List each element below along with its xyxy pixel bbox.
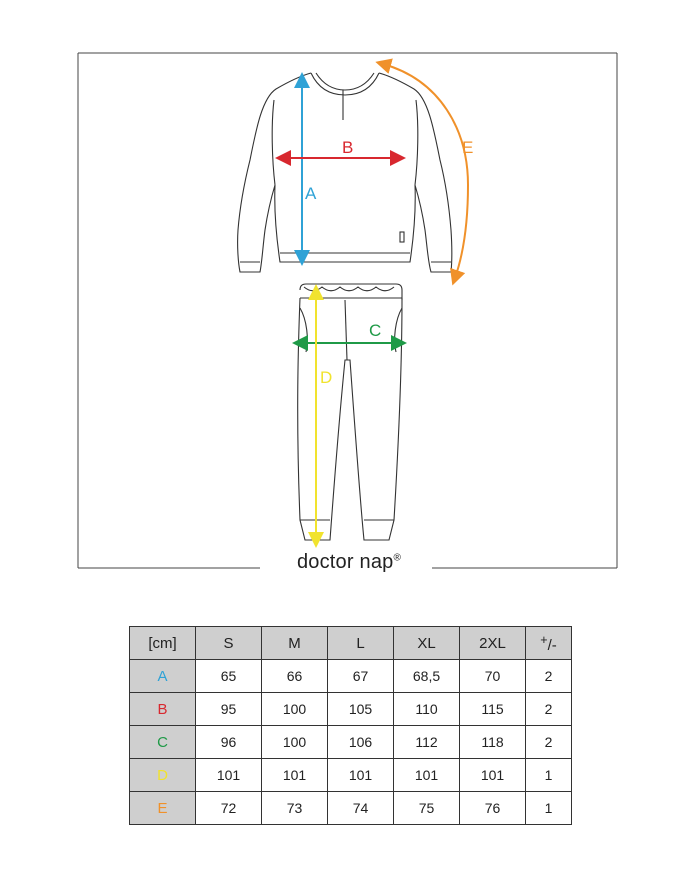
row-label-b: B — [130, 693, 196, 726]
tolerance-cell: 2 — [526, 726, 572, 759]
cell: 106 — [328, 726, 394, 759]
tolerance-cell: 2 — [526, 693, 572, 726]
row-label-a: A — [130, 660, 196, 693]
label-d: D — [320, 368, 333, 387]
cell: 101 — [460, 759, 526, 792]
cell: 68,5 — [394, 660, 460, 693]
size-header-l: L — [328, 627, 394, 660]
size-table — [129, 626, 572, 825]
diagram-frame — [78, 53, 617, 568]
size-header-2xl: 2XL — [460, 627, 526, 660]
tolerance-cell: 1 — [526, 759, 572, 792]
cell: 72 — [196, 792, 262, 825]
brand-name: doctor nap — [296, 551, 394, 573]
row-label-d: D — [130, 759, 196, 792]
cell: 118 — [460, 726, 526, 759]
label-a: A — [305, 184, 317, 203]
cell: 65 — [196, 660, 262, 693]
unit-header: [cm] — [130, 627, 196, 660]
table-row — [130, 726, 572, 759]
tolerance-cell: 1 — [526, 792, 572, 825]
cell: 74 — [328, 792, 394, 825]
cell: 96 — [196, 726, 262, 759]
label-c: C — [369, 321, 382, 340]
cell: 66 — [262, 660, 328, 693]
tolerance-plus: + — [540, 632, 548, 647]
trousers-illustration — [298, 284, 402, 540]
cell: 70 — [460, 660, 526, 693]
cell: 75 — [394, 792, 460, 825]
tolerance-header — [526, 627, 572, 660]
cell: 115 — [460, 693, 526, 726]
tolerance-minus: /- — [547, 636, 557, 654]
cell: 101 — [394, 759, 460, 792]
label-e: E — [462, 138, 474, 157]
cell: 101 — [196, 759, 262, 792]
brand-logo — [258, 551, 440, 574]
cell: 100 — [262, 693, 328, 726]
row-label-e: E — [130, 792, 196, 825]
cell: 101 — [262, 759, 328, 792]
label-b: B — [342, 138, 354, 157]
registered-mark: ® — [393, 552, 402, 564]
size-header-xl: XL — [394, 627, 460, 660]
cell: 101 — [328, 759, 394, 792]
row-label-c: C — [130, 726, 196, 759]
cell: 112 — [394, 726, 460, 759]
cell: 67 — [328, 660, 394, 693]
cell: 110 — [394, 693, 460, 726]
cell: 76 — [460, 792, 526, 825]
table-row — [130, 759, 572, 792]
cell: 105 — [328, 693, 394, 726]
cell: 100 — [262, 726, 328, 759]
table-row — [130, 792, 572, 825]
size-header-s: S — [196, 627, 262, 660]
cell: 73 — [262, 792, 328, 825]
sweatshirt-illustration — [238, 73, 452, 272]
size-table-header-row — [130, 627, 572, 660]
tolerance-cell: 2 — [526, 660, 572, 693]
size-header-m: M — [262, 627, 328, 660]
measure-e-arrow — [383, 64, 468, 278]
cell: 95 — [196, 693, 262, 726]
table-row — [130, 693, 572, 726]
table-row — [130, 660, 572, 693]
